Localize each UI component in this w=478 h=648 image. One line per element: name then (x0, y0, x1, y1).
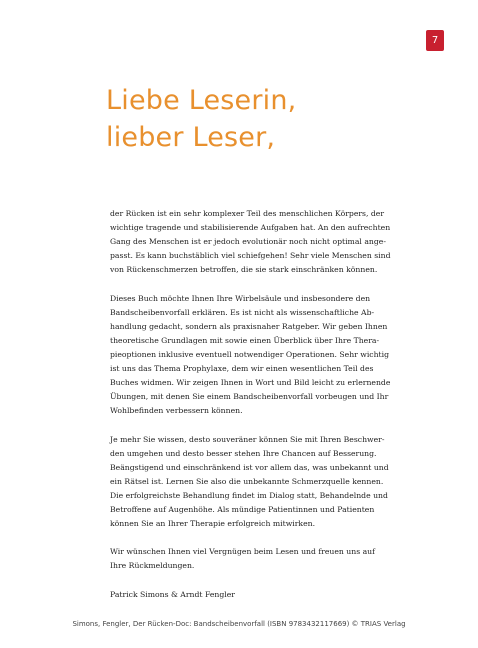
paragraph-3 (110, 433, 420, 532)
page-title-line-1: Liebe Leserin, (106, 85, 297, 116)
paragraph-line: Betroffene auf Augenhöhe. Als mündige Patientinnen und Patienten (110, 504, 375, 514)
paragraph-line: den umgehen und desto besser stehen Ihre Chancen auf Besserung. (110, 448, 377, 458)
paragraph-line: von Rückenschmerzen betroffen, die sie stark einschränken können. (110, 265, 378, 275)
paragraph-4 (110, 545, 420, 573)
paragraph-line: pieoptionen inklusive eventuell notwendiger Operationen. Sehr wichtig (110, 349, 390, 359)
paragraph-line: Je mehr Sie wissen, desto souveräner können Sie mit Ihren Beschwer- (110, 434, 385, 444)
paragraph-line: Beängstigend und einschränkend ist vor allem das, was unbekannt und (110, 462, 389, 472)
paragraph-line: Übungen, mit denen Sie einem Bandscheibenvorfall vorbeugen und Ihr (110, 392, 389, 402)
paragraph-line: Gang des Menschen ist er jedoch evolutionär noch nicht optimal ange- (110, 237, 386, 247)
page-title (106, 82, 296, 156)
paragraph-line: wichtige tragende und stabilisierende Aufgaben hat. An den aufrechten (110, 223, 391, 233)
paragraph-2 (110, 292, 420, 419)
page-title-line-2: lieber Leser, (106, 122, 276, 153)
paragraph-line: Wohlbefinden verbessern können. (110, 406, 243, 416)
paragraph-line: Buches widmen. Wir zeigen Ihnen in Wort und Bild leicht zu erlernende (110, 378, 391, 388)
paragraph-5 (110, 588, 420, 602)
paragraph-line: ein Rätsel ist. Lernen Sie also die unbekannte Schmerzquelle kennen. (110, 476, 384, 486)
page-number-badge: 7 (426, 30, 444, 51)
paragraph-line: handlung gedacht, sondern als praxisnaher Ratgeber. Wir geben Ihnen (110, 321, 388, 331)
paragraph-line: der Rücken ist ein sehr komplexer Teil des menschlichen Körpers, der (110, 209, 385, 218)
paragraph-line: theoretische Grundlagen mit sowie einen Überblick über Ihre Thera- (110, 335, 380, 345)
footer-citation: Simons, Fengler, Der Rücken-Doc: Bandscheibenvorfall (ISBN 9783432117669) © TRIAS Verlag (72, 620, 406, 628)
paragraph-line: Ihre Rückmeldungen. (110, 561, 195, 571)
paragraph-line: Die erfolgreichste Behandlung findet im Dialog statt, Behandelnde und (110, 490, 388, 500)
paragraph-line: Patrick Simons & Arndt Fengler (110, 589, 235, 599)
body-text (110, 207, 420, 616)
paragraph-line: passt. Es kann buchstäblich viel schiefgehen! Sehr viele Menschen sind (110, 251, 391, 261)
paragraph-1 (110, 207, 420, 277)
paragraph-line: Wir wünschen Ihnen viel Vergnügen beim Lesen und freuen uns auf (110, 547, 375, 557)
paragraph-line: Bandscheibenvorfall erklären. Es ist nicht als wissenschaftliche Ab- (110, 307, 375, 317)
paragraph-line: Dieses Buch möchte Ihnen Ihre Wirbelsäule und insbesondere den (110, 293, 371, 303)
paragraph-line: ist uns das Thema Prophylaxe, dem wir einen wesentlichen Teil des (110, 364, 374, 374)
paragraph-line: können Sie an Ihrer Therapie erfolgreich mitwirken. (110, 519, 316, 529)
